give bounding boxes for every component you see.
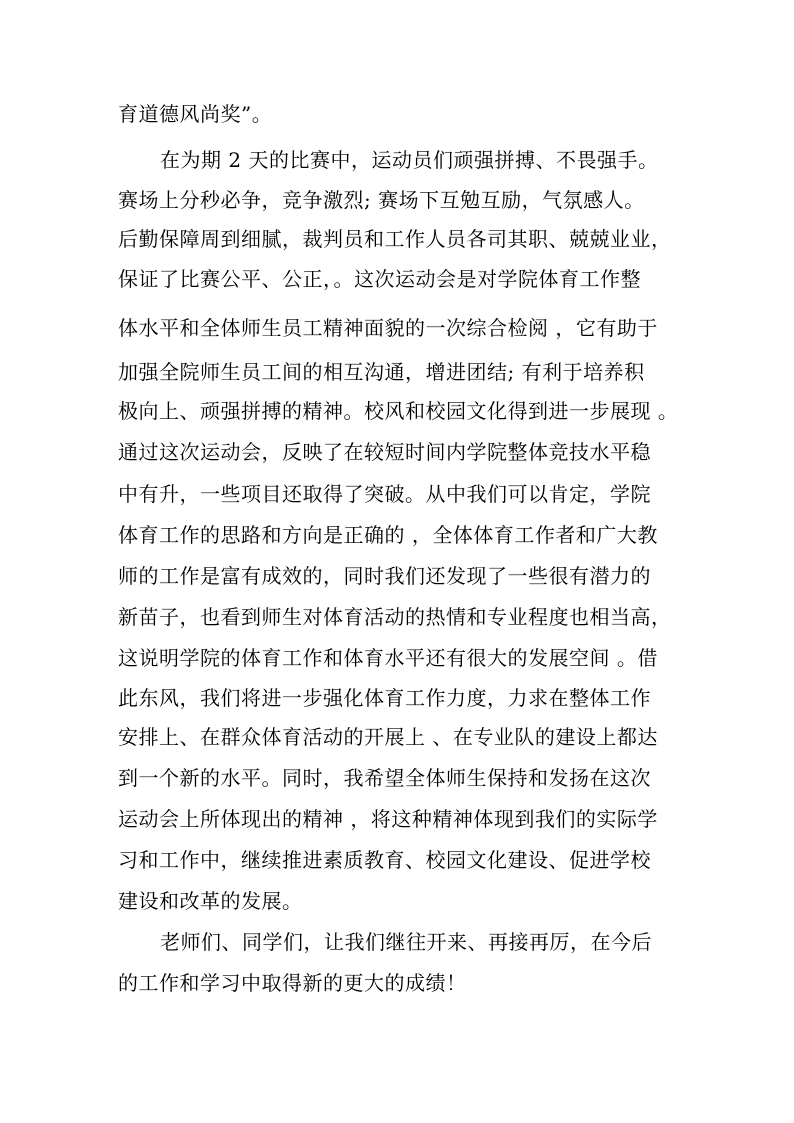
text-line: 加强全院师生员工间的相互沟通，增进团结; 有利于培养积: [118, 360, 645, 384]
text-line: 育道德风尚奖”。: [118, 102, 273, 126]
text-line: 师的工作是富有成效的，同时我们还发现了一些很有潜力的: [118, 564, 651, 588]
text-line: 习和工作中，继续推进素质教育、校园文化建设、促进学校: [118, 848, 651, 872]
text-line: 这说明学院的体育工作和体育水平还有很大的发展空间 。借: [118, 646, 658, 670]
text-line: 中有升，一些项目还取得了突破。从中我们可以肯定，学院: [118, 482, 651, 506]
text-line: 建设和改革的发展。: [118, 889, 303, 913]
text-line: 运动会上所体现出的精神 ，将这种精神体现到我们的实际学: [118, 807, 658, 831]
paragraph-start-line: 老师们、同学们，让我们继往开来、再接再厉，在今后: [160, 930, 652, 954]
text-line: 极向上、顽强拼搏的精神。校风和校园文化得到进一步展现 。: [118, 399, 679, 423]
text-line: 新苗子，也看到师生对体育活动的热情和专业程度也相当高，: [118, 605, 672, 629]
text-line: 保证了比赛公平、公正，。这次运动会是对学院体育工作整: [118, 267, 641, 291]
text-line: 通过这次运动会，反映了在较短时间内学院整体竞技水平稳: [118, 440, 651, 464]
text-line: 体育工作的思路和方向是正确的 ，全体体育工作者和广大教: [118, 523, 658, 547]
text-line: 安排上、在群众体育活动的开展上 、在专业队的建设上都达: [118, 725, 658, 749]
text-line: 此东风，我们将进一步强化体育工作力度，力求在整体工作: [118, 686, 651, 710]
text-line: 赛场上分秒必争，竞争激烈; 赛场下互勉互励，气氛感人。: [118, 188, 645, 212]
text-line: 到一个新的水平。同时，我希望全体师生保持和发扬在这次: [118, 766, 651, 790]
text-line: 体水平和全体师生员工精神面貌的一次综合检阅 ，它有助于: [118, 316, 658, 340]
text-line: 的工作和学习中取得新的更大的成绩！: [118, 971, 467, 995]
text-line: 后勤保障周到细腻，裁判员和工作人员各司其职、兢兢业业，: [118, 227, 672, 251]
paragraph-start-line: 在为期 2 天的比赛中，运动员们顽强拼搏、不畏强手。: [160, 148, 659, 172]
